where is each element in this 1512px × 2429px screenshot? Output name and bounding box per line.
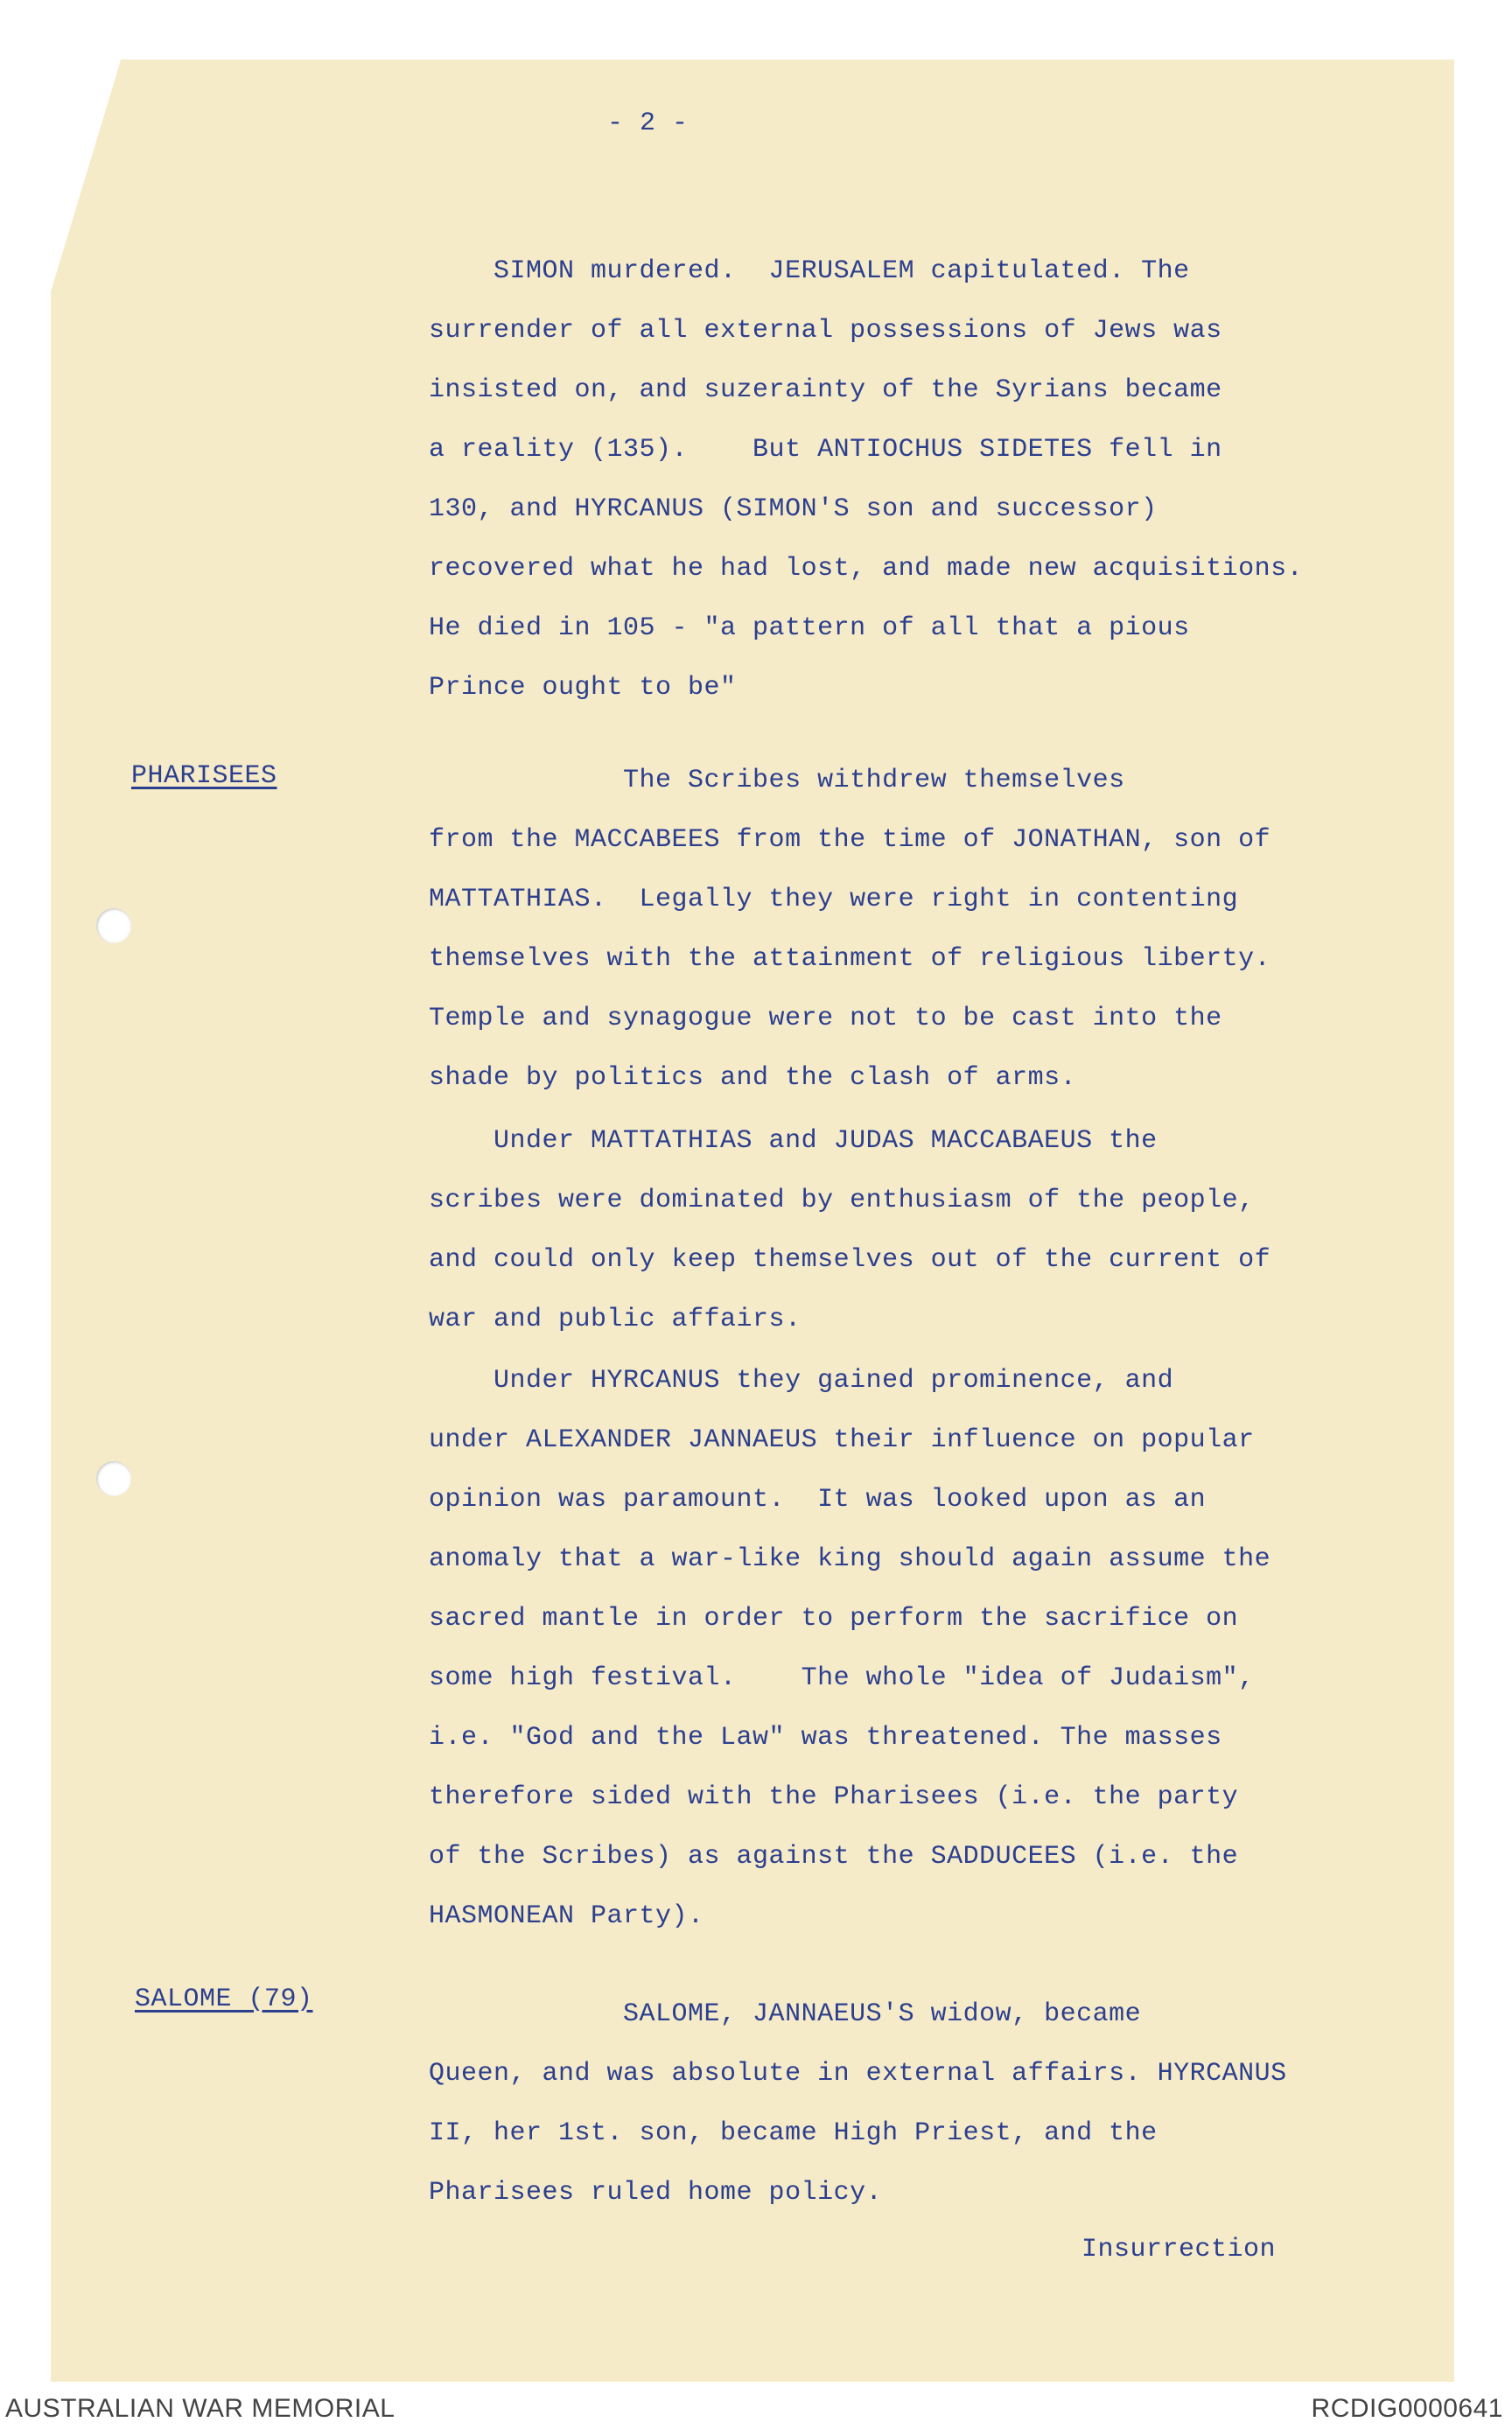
paragraph-mattathias: Under MATTATHIAS and JUDAS MACCABAEUS the scribes were dominated by enthusiasm of the people, and could only keep themselves out of the current of war and public affairs. xyxy=(429,1126,1271,1334)
paragraph-hyrcanus: Under HYRCANUS they gained prominence, and under ALEXANDER JANNAEUS their influence on popular opinion was paramount. It was looked upon as an anomaly that a war-like king should again assume the sacred mantle in order to perform the sacrifice on some high festival. The whole "idea of Judaism", i.e. "God and the Law" was threatened. The masses therefore sided with the Pharisees (i.e. the party of the Scribes) as against the SADDUCEES (i.e. the HASMONEAN Party). xyxy=(429,1366,1271,1931)
paragraph-scribes: The Scribes withdrew themselves from the MACCABEES from the time of JONATHAN, son of MATTATHIAS. Legally they were right in contenting themselves with the attainment of religious liberty. Temple and synagogue were not to be cast into the shade by politics and the clash of arms. xyxy=(429,766,1271,1093)
paragraph-salome: SALOME, JANNAEUS'S widow, became Queen, and was absolute in external affairs. HYRCANUS II, her 1st. son, became High Priest, and the Pharisees ruled home policy. xyxy=(429,1999,1287,2208)
catchword: Insurrection xyxy=(1082,2235,1277,2264)
paragraph-simon: SIMON murdered. JERUSALEM capitulated. The surrender of all external possessions of Jews was insisted on, and suzerainty of the Syrians became a reality (135). But ANTIOCHUS SIDETES fell in 130, and HYRCANUS (SIMON'S son and successor) recovered what he had lost, and made new acquisitions. He died in 105 - "a pattern of all that a pious Prince ought to be" xyxy=(429,256,1304,703)
footer-archive-name: AUSTRALIAN WAR MEMORIAL xyxy=(5,2394,396,2423)
punch-hole-bottom xyxy=(96,1461,131,1496)
margin-heading-salome: SALOME (79) xyxy=(135,1984,313,2014)
margin-heading-pharisees: PHARISEES xyxy=(131,761,277,791)
footer-record-id: RCDIG0000641 xyxy=(1311,2394,1503,2423)
page-number: - 2 - xyxy=(607,108,689,138)
punch-hole-top xyxy=(96,908,131,943)
